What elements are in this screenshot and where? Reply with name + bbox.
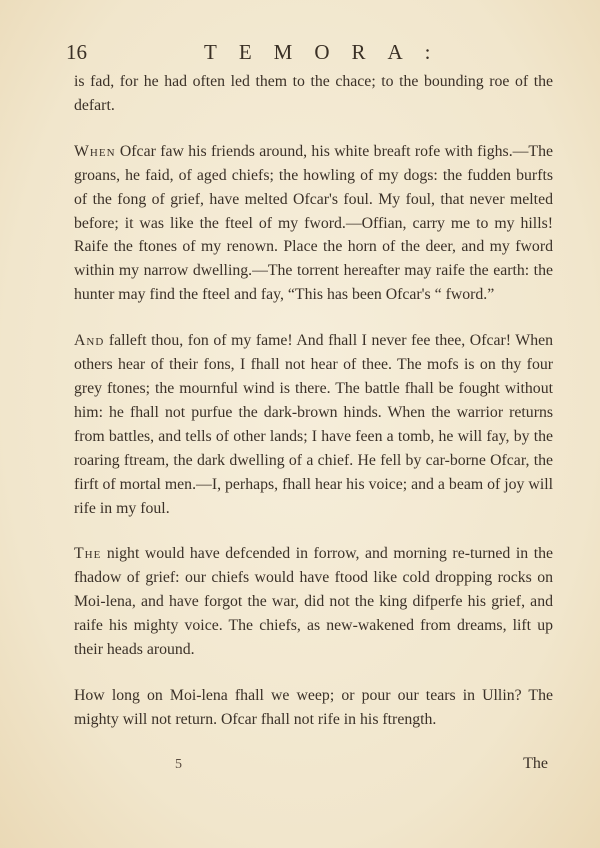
paragraph-lead: The [74,545,102,563]
page-number: 16 [66,40,87,64]
body-text [74,70,553,732]
paragraph-text: is fad, for he had often led them to the chace; to the bounding roe of the defart. [74,73,553,114]
running-header [66,40,540,70]
paragraph-lead: And [74,332,105,350]
signature-mark: 5 [175,757,182,772]
paragraph [74,70,553,118]
paragraph [74,542,553,662]
paragraph [74,140,553,307]
paragraph-text: Ofcar faw his friends around, his white breaft rofe with fighs.—The groans, he faid, of aged chiefs; the howling of my dogs: the fudden burfts of the fong of grief, have melted Ofcar's foul. My foul, that never melted before; it was like the fteel of my fword.—Offian, carry me to my hills! Raife the ftones of my renown. Place the horn of the deer, and my fword within my narrow dwelling.—The torrent hereafter may raife the earth: the hunter may find the fteel and fay, “This has been Ofcar's “ fword.” [74,142,553,304]
paragraph-text: night would have defcended in forrow, and morning re-turned in the fhadow of grief: our chiefs would have ftood like cold dropping rocks on Moi-lena, and have forgot the war, did not the king difperfe his grief, and raife his mighty voice. The chiefs, as new-wakened from dreams, lift up their heads around. [74,545,553,659]
paragraph-lead: When [74,142,116,160]
paragraph-text: How long on Moi-lena fhall we weep; or pour our tears in Ullin? The mighty will not return. Ofcar fhall not rife in his ftrength. [74,686,553,728]
paragraph [74,684,553,732]
paragraph-text: falleft thou, fon of my fame! And fhall I never fee thee, Ofcar! When others hear of their fons, I fhall not hear of thee. The mofs is on thy four grey ftones; the mournful wind is there. The battle fhall be fought without him: he fhall not purfue the dark-brown hinds. When the warrior returns from battles, and tells of other lands; I have feen a tomb, he will fay, by the roaring ftream, the dark dwelling of a chief. He fell by car-borne Ofcar, the firft of mortal men.—I, perhaps, fhall hear his voice; and a beam of joy will rife in my foul. [74,332,553,517]
catchword: The [523,755,548,772]
running-title: TEMORA: [204,40,453,64]
paragraph [74,329,553,520]
